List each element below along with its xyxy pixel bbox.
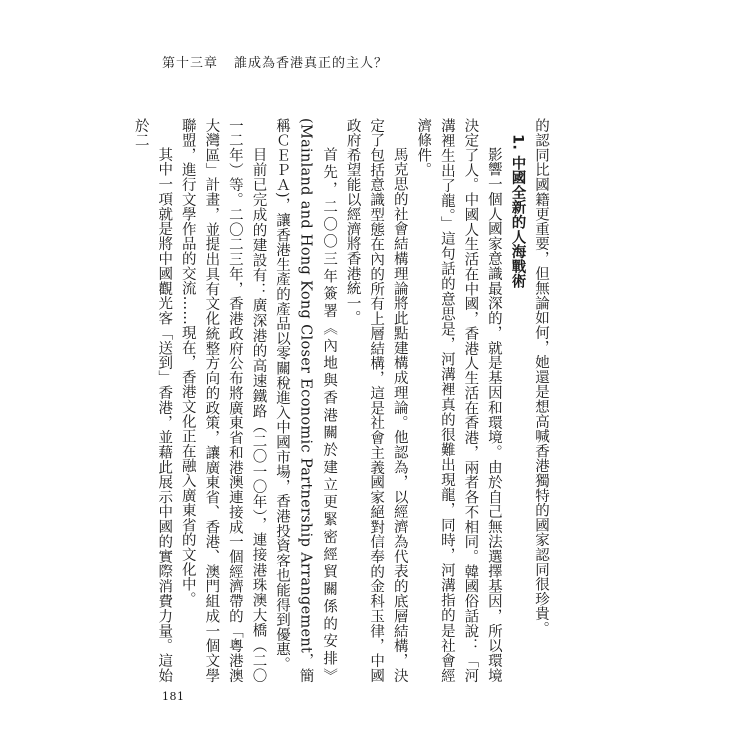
- section-heading: 1. 中國全新的人海戰術: [509, 134, 526, 289]
- page-number: 181: [162, 690, 185, 703]
- paragraph: 的認同比國籍更重要，但無論如何，她還是想高喊香港獨特的國家認同很珍貴。: [533, 118, 549, 636]
- body-text: [132, 118, 552, 683]
- paragraph: 馬克思的社會結構理論將此點建構成理論。他認為，以經濟為代表的底層結構，決定了包括意識型態在內的所有上層結構，這是社會主義國家絕對信奉的金科玉律，中國政府希望能以經濟將香港統一。: [344, 118, 408, 683]
- paragraph: 首先，二〇〇三年簽署《內地與香港關於建立更緊密經貿關係的安排》(Mainland and Hong Kong Closer Economic Partnership Arrangement，簡稱ＣＥＰＡ)，讓香港生產的產品以零關稅進入中國市場，香港投資客也能得到優惠。: [273, 118, 338, 683]
- running-head: [162, 52, 388, 71]
- paragraph: 其中一項就是將中國觀光客「送到」香港，並藉此展示中國的實際消費力量。這始於二: [132, 118, 173, 683]
- paragraph: 目前已完成的建設有：廣深港的高速鐵路（二〇一〇年），連接港珠澳大橋（二〇一二年）等。二〇二三年，香港政府公布將廣東省和港澳連接成一個經濟帶的「粵港澳大灣區」計畫，並提出具有文化統整方向的政策，讓廣東省、香港、澳門組成一個文學聯盟，進行文學作品的交流……現在，香港文化正在融入廣東省的文化中。: [179, 118, 267, 683]
- chapter-title: 誰成為香港真正的主人？: [234, 56, 389, 71]
- paragraph: 影響一個人國家意識最深的，就是基因和環境。由於自己無法選擇基因，所以環境決定了人。中國人生活在中國，香港人生活在香港，兩者各不相同。韓國俗話說：「河溝裡生出了龍。」這句話的意思是，河溝裡真的很難出現龍，同時，河溝指的是社會經濟條件。: [415, 118, 502, 683]
- chapter-number: 第十三章: [162, 56, 219, 71]
